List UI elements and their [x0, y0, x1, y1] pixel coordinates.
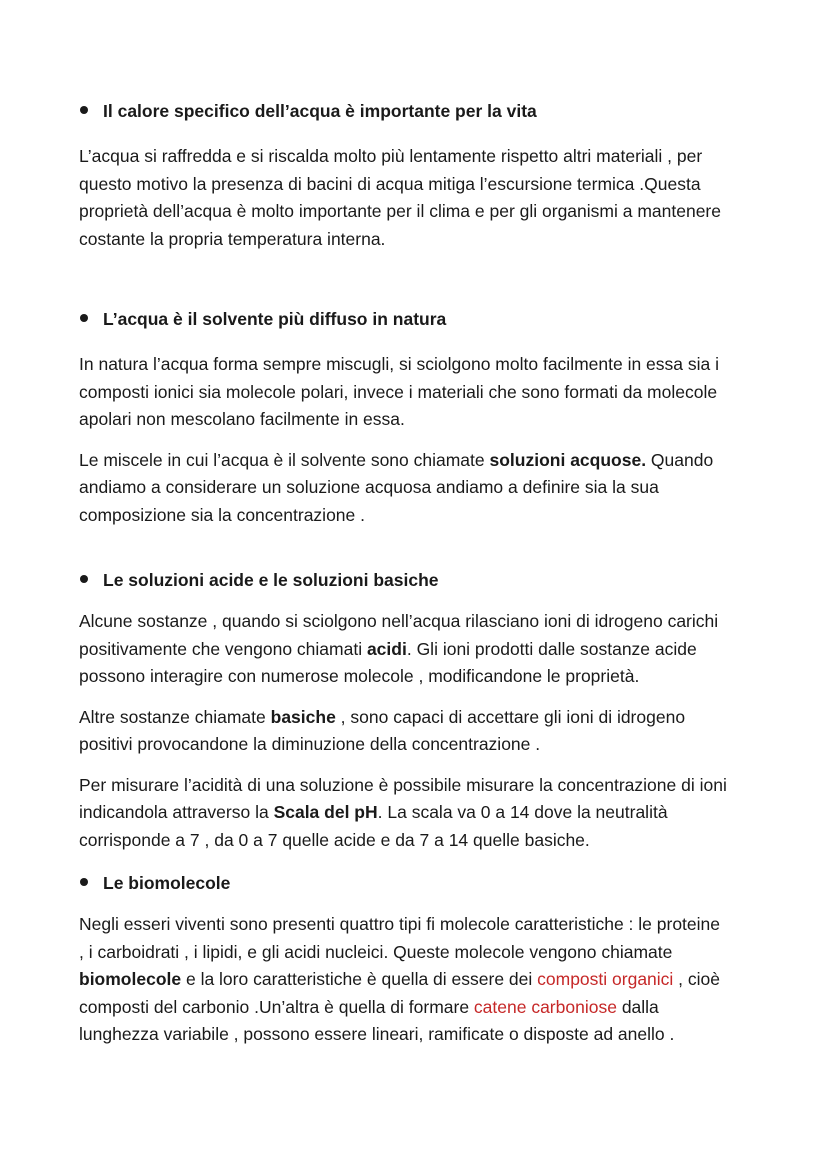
term-scala-ph: Scala del pH: [273, 802, 378, 822]
text-line: Negli esseri viventi sono presenti quattro tipi fi molecole caratteristiche : le proteine: [79, 914, 721, 934]
section-specific-heat: [0, 99, 828, 253]
text-line: proprietà dell’acqua è molto importante per il clima e per gli organismi a mantenere: [79, 201, 721, 221]
paragraph: [0, 704, 828, 759]
text-line: questo motivo la presenza di bacini di acqua mitiga l’escursione termica .Questa: [79, 173, 701, 194]
section-heading: [0, 871, 828, 895]
text-line: composti ionici sia molecole polari, invece i materiali che sono formati da molecole: [79, 381, 718, 402]
text-line: [79, 966, 828, 994]
text-run: composti del carbonio .Un’altra è quella di formare: [79, 996, 474, 1017]
section-heading: [0, 99, 828, 123]
bullet-icon: [80, 106, 88, 114]
text-run: Quando: [646, 449, 714, 470]
text-line: , i carboidrati , i lipidi, e gli acidi nucleici. Queste molecole vengono chiamate: [79, 941, 673, 962]
paragraph: [0, 351, 828, 434]
term-biomolecole: biomolecole: [79, 969, 182, 989]
term-basiche: basiche: [270, 706, 336, 727]
text-line: [79, 447, 828, 475]
text-line: composizione sia la concentrazione .: [79, 504, 365, 525]
text-line: In natura l’acqua forma sempre miscugli, si sciolgono molto facilmente in essa sia i: [79, 354, 720, 374]
text-run: dalla: [616, 996, 659, 1017]
term-soluzioni-acquose: soluzioni acquose.: [489, 449, 647, 470]
term-acidi: acidi: [366, 638, 407, 659]
text-run: e la loro caratteristiche è quella di essere dei: [181, 969, 538, 989]
heading-text: Il calore specifico dell’acqua è importante per la vita: [103, 101, 537, 121]
text-line: Per misurare l’acidità di una soluzione è possibile misurare la concentrazione di ioni: [79, 774, 727, 795]
heading-text: Le soluzioni acide e le soluzioni basiche: [103, 570, 439, 590]
paragraph: [0, 143, 828, 253]
text-run: . Gli ioni prodotti dalle sostanze acide: [406, 638, 697, 659]
text-run: indicandola attraverso la: [79, 802, 274, 822]
section-acids-bases: [0, 568, 828, 854]
text-run: Le miscele in cui l’acqua è il solvente sono chiamate: [79, 449, 490, 470]
paragraph: [0, 911, 828, 1049]
text-line: Alcune sostanze , quando si sciolgono nell’acqua rilasciano ioni di idrogeno carichi: [79, 611, 719, 631]
term-composti-organici: composti organici: [537, 969, 674, 989]
text-run: Altre sostanze chiamate: [79, 706, 271, 727]
heading-text: Le biomolecole: [103, 873, 231, 893]
text-line: apolari non mescolano facilmente in essa.: [79, 409, 405, 429]
text-line: andiamo a considerare un soluzione acquosa andiamo a definire sia la sua: [79, 477, 659, 497]
text-line: [79, 704, 828, 732]
heading-text: L’acqua è il solvente più diffuso in natura: [103, 309, 447, 329]
text-line: L’acqua si raffredda e si riscalda molto più lentamente rispetto altri materiali , per: [79, 146, 703, 166]
text-line: costante la propria temperatura interna.: [79, 228, 386, 249]
text-line: [79, 799, 828, 827]
section-biomolecules: [0, 871, 828, 1049]
text-run: positivamente che vengono chiamati: [79, 638, 367, 659]
text-run: , cioè: [673, 969, 721, 989]
section-solvent: [0, 307, 828, 529]
section-heading: [0, 307, 828, 331]
text-line: corrisponde a 7 , da 0 a 7 quelle acide e da 7 a 14 quelle basiche.: [79, 829, 590, 850]
section-heading: [0, 568, 828, 592]
text-run: . La scala va 0 a 14 dove la neutralità: [377, 802, 668, 822]
text-line: possono interagire con numerose molecole , modificandone le proprietà.: [79, 666, 640, 686]
text-line: [79, 636, 828, 664]
paragraph: [0, 447, 828, 530]
bullet-icon: [80, 314, 88, 322]
text-run: , sono capaci di accettare gli ioni di idrogeno: [335, 706, 686, 727]
text-line: positivi provocandone la diminuzione della concentrazione .: [79, 734, 541, 754]
text-line: [79, 994, 828, 1022]
paragraph: [0, 608, 828, 691]
bullet-icon: [80, 575, 88, 583]
term-catene-carboniose: catene carboniose: [473, 996, 617, 1017]
paragraph: [0, 772, 828, 855]
bullet-icon: [80, 878, 88, 886]
text-line: lunghezza variabile , possono essere lineari, ramificate o disposte ad anello .: [79, 1024, 675, 1044]
